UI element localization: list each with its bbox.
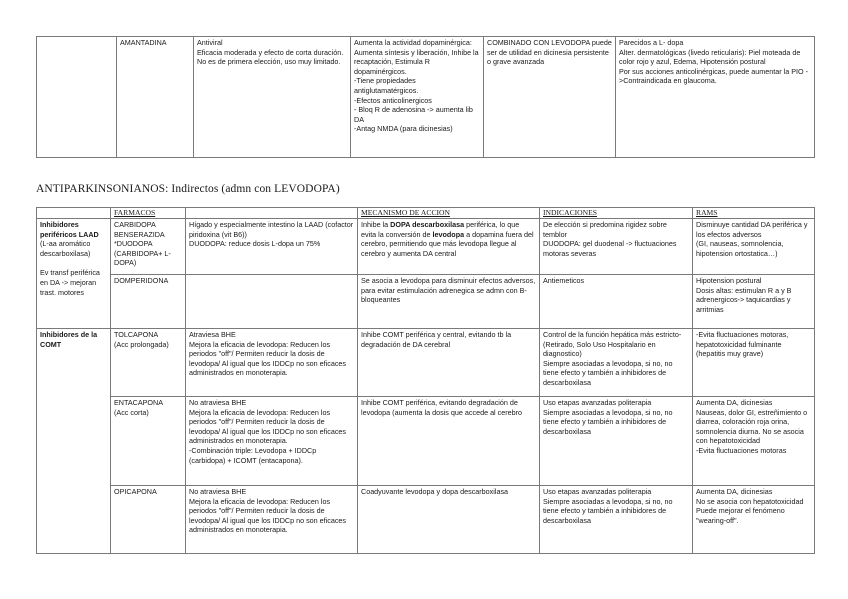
pharmacology-cell: Hígado y especialmente intestino la LAAD (cofactor piridoxina (vit B6)) DUODOPA: reduce dosis L-dopa un 75% xyxy=(186,219,358,275)
indications-cell: Uso etapas avanzadas politerapia Siempre asociadas a levodopa, si no, no tiene efecto y también a inhibidores de descarboxilasa xyxy=(540,397,693,486)
mechanism-text: Inhibe la xyxy=(361,220,391,229)
empty-cell xyxy=(37,37,117,158)
mechanism-text: periférica, lo que evita la conversión de xyxy=(361,220,520,239)
mechanism-cell: Aumenta la actividad dopaminérgica: Aumenta síntesis y liberación, Inhibe la recaptación, Estimula R dopaminérgicos. -Tiene propiedades antiglutamatérgicos. -Efectos anticolinergicos - Bloq R de adenosina -> aumenta lib DA -Antag NMDA (para dicinesias) xyxy=(351,37,484,158)
header-farmacos: FARMACOS xyxy=(111,208,186,219)
rams-cell: Aumenta DA, dicinesias No se asocia con hepatotoxicidad Puede mejorar el fenómeno "wearing-off". xyxy=(693,486,815,554)
amantadina-table xyxy=(36,36,815,158)
header-mecanismo: MECANISMO DE ACCION xyxy=(358,208,540,219)
header-row xyxy=(37,208,815,219)
pharmacology-cell: No atraviesa BHE Mejora la eficacia de levodopa: Reducen los periodos "off"/ Permiten reducir la dosis de levodopa/ Al igual que los IDDCp no son eficaces administrados en monoterapia. xyxy=(186,486,358,554)
drug-name: DOMPERIDONA xyxy=(111,275,186,329)
mechanism-cell: Se asocia a levodopa para disminuir efectos adversos, para evitar estimulación adrenegica se admn con B-bloqueantes xyxy=(358,275,540,329)
drug-name: ENTACAPONA (Acc corta) xyxy=(111,397,186,486)
mechanism-bold: levodopa xyxy=(432,229,465,239)
drug-name: AMANTADINA xyxy=(117,37,194,158)
indications-cell: Control de la función hepática más estricto- (Retirado, Solo Uso Hospitalario en diagnostico) Siempre asociadas a levodopa, si no, no tiene efecto y también a inhibidores de descarboxilasa xyxy=(540,329,693,397)
header-rams: RAMS xyxy=(693,208,815,219)
header-empty xyxy=(37,208,111,219)
group-title: Inhibidores periféricos LAAD xyxy=(40,220,99,239)
mechanism-cell: Inhibe COMT periférica y central, evitando tb la degradación de DA cerebral xyxy=(358,329,540,397)
drug-name: OPICAPONA xyxy=(111,486,186,554)
group-perifericos xyxy=(37,219,111,329)
drug-name: TOLCAPONA (Acc prolongada) xyxy=(111,329,186,397)
table-row xyxy=(37,37,815,158)
table-row xyxy=(37,397,815,486)
indications-cell: De elección si predomina rigidez sobre temblor DUODOPA: gel duodenal -> fluctuaciones motoras severas xyxy=(540,219,693,275)
rams-cell: Hipotension postural Dosis altas: estimulan R a y B adrenergicos-> taquicardias y arritmias xyxy=(693,275,815,329)
group-note: Ev transf periférica en DA -> mejoran trast. motores xyxy=(40,268,100,297)
mechanism-text: a dopamina fuera del cerebro, permitiendo que más levodopa llegue al cerebro y aumenta DA central xyxy=(361,229,534,258)
rams-cell: -Evita fluctuaciones motoras, hepatotoxicidad fulminante (hepatitis muy grave) xyxy=(693,329,815,397)
indications-cell: Uso etapas avanzadas politerapia Siempre asociadas a levodopa, si no, no tiene efecto y también a inhibidores de descarboxilasa xyxy=(540,486,693,554)
antiparkinsonianos-table xyxy=(36,207,815,554)
header-empty-2 xyxy=(186,208,358,219)
rams-cell: Aumenta DA, dicinesias Nauseas, dolor GI, estreñimiento o diarrea, coloración roja orina, somnolencia diurna. No se asocia con hepatotoxicidad -Evita fluctuaciones motoras xyxy=(693,397,815,486)
section-title: ANTIPARKINSONIANOS: Indirectos (admn con LEVODOPA) xyxy=(36,183,340,195)
table-row xyxy=(37,329,815,397)
mechanism-cell: Inhibe COMT periférica, evitando degradación de levodopa (aumenta la dosis que accede al cerebro xyxy=(358,397,540,486)
pharmacology-cell: Antiviral Eficacia moderada y efecto de corta duración. No es de primera elección, uso muy limitado. xyxy=(194,37,351,158)
pharmacology-cell xyxy=(186,275,358,329)
pharmacology-cell: Atraviesa BHE Mejora la eficacia de levodopa: Reducen los periodos "off"/ Permiten reducir la dosis de levodopa/ Al igual que los IDDCp no son eficaces administrados en monoterapia. xyxy=(186,329,358,397)
spacer xyxy=(40,258,107,268)
mechanism-bold: DOPA descarboxilasa xyxy=(390,220,465,229)
rams-cell: Disminuye cantidad DA periférica y los efectos adversos (GI, nauseas, somnolencia, hipotension ortostatica…) xyxy=(693,219,815,275)
mechanism-cell: Coadyuvante levodopa y dopa descarboxilasa xyxy=(358,486,540,554)
indications-cell: COMBINADO CON LEVODOPA puede ser de utilidad en dicinesia persistente o grave avanzada xyxy=(484,37,616,158)
group-comt: Inhibidores de la COMT xyxy=(37,329,111,554)
header-indicaciones: INDICACIONES xyxy=(540,208,693,219)
table-row xyxy=(37,275,815,329)
indications-cell: Antiemeticos xyxy=(540,275,693,329)
mechanism-cell xyxy=(358,219,540,275)
drug-name: CARBIDOPA BENSERAZIDA *DUODOPA (CARBIDOPA+ L-DOPA) xyxy=(111,219,186,275)
table-row xyxy=(37,219,815,275)
group-desc: (L-aa aromático descarboxilasa) xyxy=(40,239,91,258)
rams-cell: Parecidos a L- dopa Alter. dermatológicas (livedo reticularis): Piel moteada de color rojo y azul, Edema, Hipotensión postural Por sus acciones anticolinérgicas, puede aumentar la PIO ->Contraindicada en glaucoma. xyxy=(616,37,815,158)
pharmacology-cell: No atraviesa BHE Mejora la eficacia de levodopa: Reducen los periodos "off"/ Permiten reducir la dosis de levodopa/ Al igual que los IDDCp no son eficaces administrados en monoterapia. -Combinación triple: Levodopa + IDDCp (carbidopa) + ICOMT (entacapona). xyxy=(186,397,358,486)
table-row xyxy=(37,486,815,554)
